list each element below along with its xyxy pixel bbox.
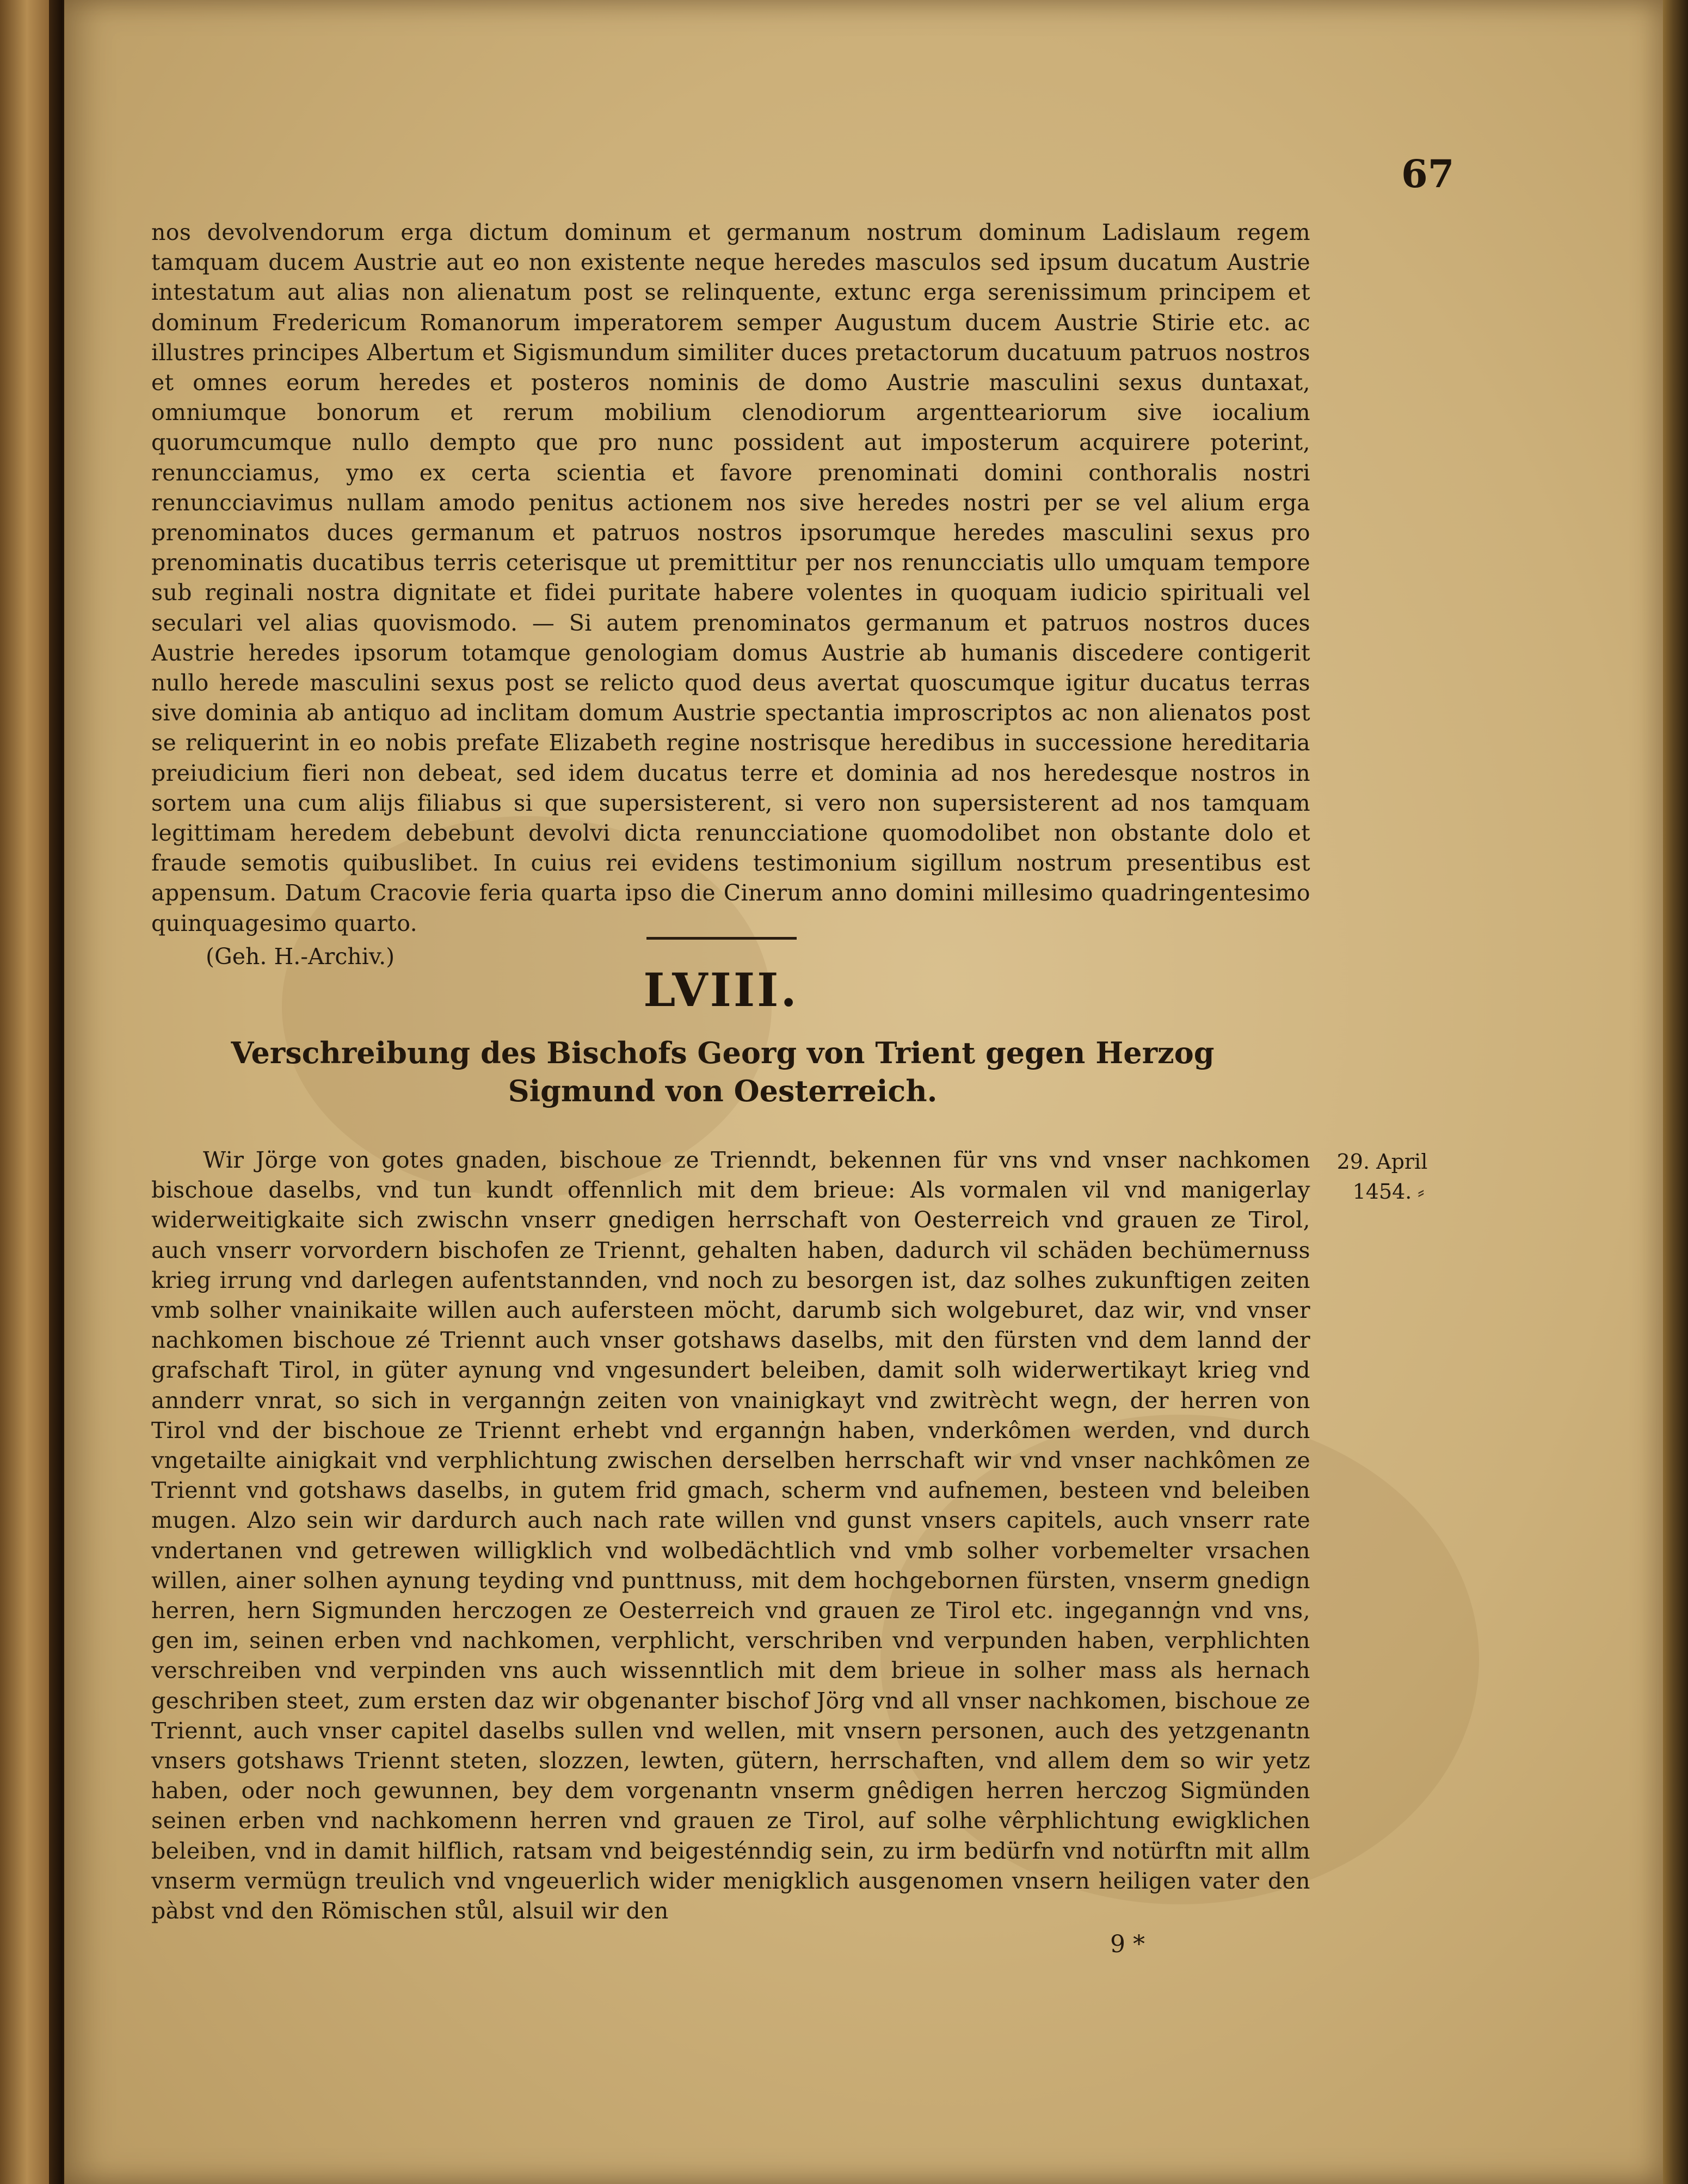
- printer-signature-mark: 9 *: [1110, 1930, 1145, 1958]
- document-body-text: Wir Jörge von gotes gnaden, bischoue ze Trienndt, bekennen für vns vnd vnser nachkomen bischoue daselbs, vnd tun kundt offennlich mit dem brieue: Als vormalen vil vnd manigerlay widerweitigkaite sich zwischn vnserr gnedigen herrschaft von Oesterreich vnd grauen ze Tirol, auch vnserr vorvordern bischofen ze Triennt, gehalten haben, dadurch vil schäden bechümernuss krieg irrung vnd darlegen aufentstannden, vnd noch zu besorgen ist, daz solhes zukunftigen zeiten vmb solher vnainikaite willen auch aufersteen möcht, darumb sich wolgeburet, daz wir, vnd vnser nachkomen bischoue zé Triennt auch vnser gotshaws daselbs, mit den fürsten vnd dem lannd der grafschaft Tirol, in güter aynung vnd vngesundert beleiben, damit solh widerwertikayt krieg vnd annderr vnrat, so sich in vergannġn zeiten von vnainigkayt vnd zwitrècht wegn, der herren von Tirol vnd der bischoue ze Triennt erhebt vnd ergannġn haben, vnderkômen werden, vnd durch vngetailte ainigkait vnd verphlichtung zwischen derselben herrschaft wir vnd vnser nachkômen ze Triennt vnd gotshaws daselbs, in gutem frid gmach, scherm vnd aufnemen, besteen vnd beleiben mugen. Alzo sein wir dardurch auch nach rate willen vnd gunst vnsers capitels, auch vnserr rate vndertanen vnd getrewen willigklich vnd wolbedächtlich vnd vmb solher vorbemelter vrsachen willen, ainer solhen aynung teyding vnd punttnuss, mit dem hochgebornen fürsten, vnserm gnedign herren, hern Sigmunden herczogen ze Oesterreich vnd grauen ze Tirol etc. ingegannġn vnd vns, gen im, seinen erben vnd nachkomen, verphlicht, verschriben vnd verpunden haben, verphlichten verschreiben vnd verpinden vns auch wissenntlich mit dem brieue in solher mass als hernach geschriben steet, zum ersten daz wir obgenanter bischof Jörg vnd all vnser nachkomen, bischoue ze Triennt, auch vnser capitel daselbs sullen vnd wellen, mit vnsern personen, auch des yetzgenantn vnsers gotshaws Triennt steten, slozzen, lewten, gütern, herrschaften, vnd allem dem so wir yetz haben, oder noch gewunnen, bey dem vorgenantn vnserm gnêdigen herren herczog Sigmünden seinen erben vnd nachkomenn herren vnd grauen ze Tirol, auf solhe vêrphlichtung ewigklichen beleiben, vnd in damit hilflich, ratsam vnd beigesténndig sein, zu irm bedürfn vnd notürftn mit allm vnserm vermügn treulich vnd vngeuerlich wider menigklich ausgenomen vnsern heiligen vater den pàbst vnd den Römischen stůl, alsuil wir den: [151, 1147, 1310, 1924]
- document-number: LVIII.: [643, 963, 799, 1017]
- margin-mark-icon: ⸗: [1418, 1180, 1425, 1204]
- document-title: Verschreibung des Bischofs Georg von Trient gegen Herzog Sigmund von Oesterreich.: [231, 1035, 1215, 1108]
- previous-document-text: nos devolvendorum erga dictum dominum et germanum nostrum dominum Ladislaum regem tamquam ducem Austrie aut eo non existente neque heredes masculos sed ipsum ducatum Austrie intestatum aut alias non alienatum post se relinquente, extunc erga serenissimum principem et dominum Fredericum Romanorum imperatorem semper Augustum ducem Austrie Stirie etc. ac illustres principes Albertum et Sigismundum similiter duces pretactorum ducatuum patruos nostros et omnes eorum heredes et posteros nominis de domo Austrie masculini sexus duntaxat, omniumque bonorum et rerum mobilium clenodiorum argentteariorum sive iocalium quorumcumque nullo dempto que pro nunc possident aut imposterum acquirere poterint, renuncciamus, ymo ex certa scientia et favore prenominati domini conthoralis nostri renuncciavimus nullam amodo penitus actionem nos sive heredes nostri per se vel alium erga prenominatos duces germanum et patruos nostros ipsorumque heredes masculini sexus pro prenominatis ducatibus terris ceterisque ut premittitur per nos renuncciatis ullo umquam tempore sub reginali nostra dignitate et fidei puritate habere volentes in quoquam iudicio spirituali vel seculari vel alias quovismodo. — Si autem prenominatos germanum et patruos nostros duces Austrie heredes ipsorum totamque genologiam domus Austrie ab humanis discedere contigerit nullo herede masculini sexus post se relicto quod deus avertat quoscumque igitur ducatus terras sive dominia ab antiquo ad inclitam domum Austrie spectantia improscriptos ac non alienatos post se reliquerint in eo nobis prefate Elizabeth regine nostrisque heredibus in successione hereditaria preiudicium fieri non debeat, sed idem ducatus terre et dominia ad nos heredesque nostros in sortem una cum alijs filiabus si que supersisterent, si vero non supersisterent ad nos tamquam legittimam heredem debebunt devolvi dicta renuncciatione quomodolibet non obstante dolo et fraude semotis quibuslibet. In cuius rei evidens testimonium sigillum nostrum presentibus est appensum. Datum Cracovie feria quarta ipso die Cinerum anno domini millesimo quadringentesimo quinquagesimo quarto.: [151, 219, 1310, 936]
- section-divider-rule: [646, 937, 797, 940]
- previous-document-block: [151, 218, 1310, 972]
- page-number: 67: [1401, 151, 1455, 196]
- margin-date: 29. April 1454.: [1336, 1150, 1428, 1204]
- right-page-edge: [1663, 0, 1688, 2184]
- archive-source-note: (Geh. H.-Archiv.): [206, 943, 395, 970]
- document-body-block: [151, 1145, 1310, 1926]
